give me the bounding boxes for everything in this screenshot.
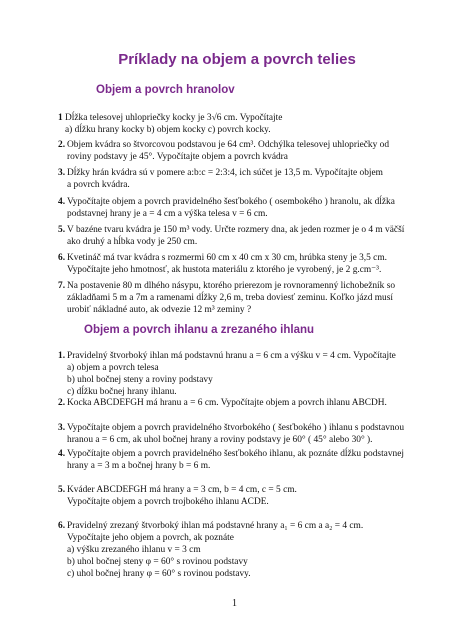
problem-text-line: ako druhý a hĺbka vody je 250 cm. (67, 237, 198, 247)
problem-text-line: Pravidelný štvorboký ihlan má podstavnú hranu a = 6 cm a výšku v = 4 cm. Vypočítajte (67, 351, 396, 361)
problem-text-line: Vypočítajte objem a povrch trojbokého ihlanu ACDE. (67, 497, 269, 507)
problem-text-line: hrany a = 3 m a bočnej hrany b = 6 m. (67, 461, 211, 471)
problem-text-line: základňami 5 m a 7m a ramenami dĺžky 2,6 m, treba doviesť zeminu. Koľko jázd musí (67, 293, 393, 303)
problem-number: 6. (58, 521, 66, 531)
problem-text-line: Na postavenie 80 m dlhého násypu, ktorého prierezom je rovnoramenný lichobežník so (67, 281, 396, 291)
problem-text-line: Kvetináč má tvar kvádra s rozmermi 60 cm x 40 cm x 30 cm, hrúbka steny je 3,5 cm. (67, 253, 387, 263)
page-title: Príklady na objem a povrch telies (118, 51, 356, 68)
problem-number: 7. (58, 281, 66, 291)
problem-text-line: Vypočítajte jeho objem a povrch, ak poznáte (67, 533, 234, 543)
problem-text-line: Kocka ABCDEFGH má hranu a = 6 cm. Vypočítajte objem a povrch ihlanu ABCDH. (67, 398, 387, 408)
problem-text-line: b) uhol bočnej steny a roviny podstavy (67, 375, 213, 385)
problem-text-line: podstavnej hrany je a = 4 cm a výška telesa v = 6 cm. (67, 209, 268, 219)
page-number: 1 (232, 598, 237, 609)
problem-text-line: a povrch kvádra. (67, 180, 130, 190)
problem-text-line: Vypočítajte objem a povrch pravidelného šesťbokého ( osembokého ) hranolu, ak dĺžka (67, 197, 395, 207)
problem-number: 6. (58, 253, 66, 263)
problem-text-line: Dĺžka telesovej uhlopriečky kocky je 3√6 cm. Vypočítajte (65, 113, 283, 123)
problem-text-line: b) uhol bočnej steny φ = 60° s rovinou podstavy (67, 557, 248, 567)
problem-text-line: a) dĺžku hrany kocky b) objem kocky c) povrch kocky. (65, 125, 271, 135)
section-heading-prisms: Objem a povrch hranolov (96, 84, 235, 96)
problem-number: 1 (58, 113, 63, 123)
problem-text-line: roviny podstavy je 45°. Vypočítajte objem a povrch kvádra (67, 152, 288, 162)
problem-number: 4. (58, 449, 66, 459)
problem-text-line: Vypočítajte jeho hmotnosť, ak hustota materiálu z ktorého je vyrobený, je 2 g.cm⁻³. (67, 265, 382, 275)
problem-number: 2. (58, 398, 66, 408)
problem-text-line: a) objem a povrch telesa (67, 363, 159, 373)
problem-number: 3. (58, 423, 66, 433)
problem-text-line: urobiť nákladné auto, ak odvezie 12 m³ zeminy ? (67, 305, 252, 315)
problem-number: 5. (58, 485, 66, 495)
problem-text-line: c) dĺžku bočnej hrany ihlanu. (67, 387, 177, 397)
problem-number: 3. (58, 168, 66, 178)
problem-number: 2. (58, 140, 66, 150)
problem-text-line: Vypočítajte objem a povrch pravidelného šesťbokého ihlanu, ak poznáte dĺžku podstavnej (67, 449, 404, 459)
section-heading-pyramids: Objem a povrch ihlanu a zrezaného ihlanu (84, 324, 315, 336)
problem-number: 4. (58, 197, 66, 207)
problem-text-line: hranou a = 6 cm, ak uhol bočnej hrany a roviny podstavy je 60° ( 45° alebo 30° ). (67, 435, 373, 445)
problem-text-line: V bazéne tvaru kvádra je 150 m³ vody. Určte rozmery dna, ak jeden rozmer je o 4 m väčší (67, 225, 405, 235)
problem-text-line: Dĺžky hrán kvádra sú v pomere a:b:c = 2:3:4, ich súčet je 13,5 m. Vypočítajte objem (67, 168, 383, 178)
problem-text-line: Kváder ABCDEFGH má hrany a = 3 cm, b = 4 cm, c = 5 cm. (67, 485, 297, 495)
problem-number: 1. (58, 351, 66, 361)
problem-text-line: Pravidelný zrezaný štvorboký ihlan má podstavné hrany a₁ = 6 cm a a₂ = 4 cm. (67, 521, 364, 531)
problem-text-line: Objem kvádra so štvorcovou podstavou je 64 cm³. Odchýlka telesovej uhlopriečky od (67, 140, 390, 150)
problem-text-line: a) výšku zrezaného ihlanu v = 3 cm (67, 545, 201, 555)
problem-text-line: Vypočítajte objem a povrch pravidelného štvorbokého ( šesťbokého ) ihlanu s podstavnou (67, 423, 405, 433)
problem-text-line: c) uhol bočnej hrany φ = 60° s rovinou podstavy. (67, 569, 251, 579)
problem-number: 5. (58, 225, 66, 235)
